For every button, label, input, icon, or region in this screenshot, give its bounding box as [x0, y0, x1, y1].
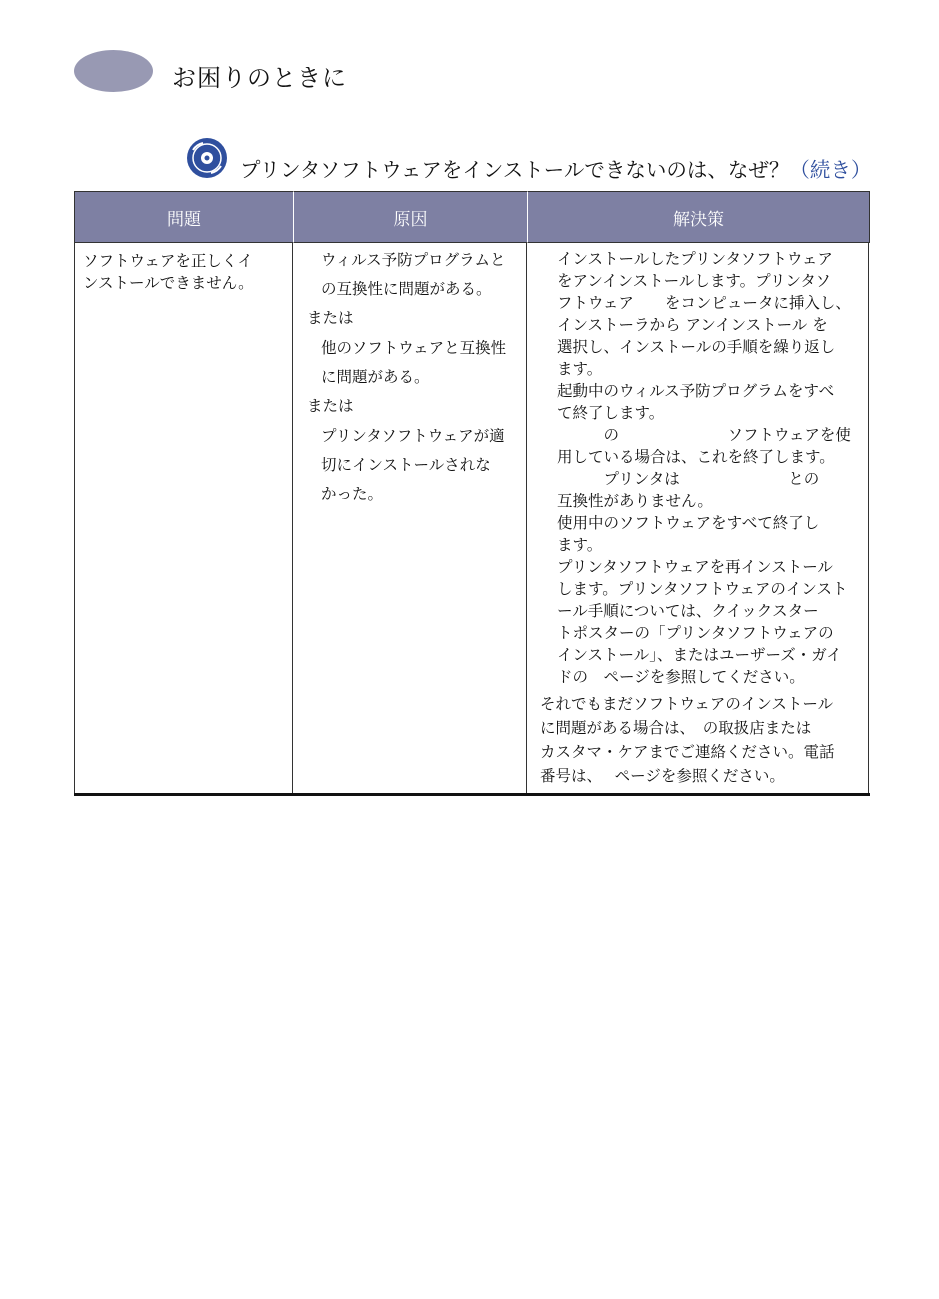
solution-line: プリンタソフトウェアを再インストール — [557, 558, 833, 576]
solution-line: フトウェア をコンピュータに挿入し、 — [557, 294, 851, 312]
header-solution: 解決策 — [527, 191, 870, 243]
solution-line: ます。 — [557, 536, 603, 554]
solution-line: 選択し、インストールの手順を繰り返し — [557, 338, 836, 356]
cause-line: 切にインストールされな — [321, 456, 491, 474]
chapter-tab — [74, 50, 153, 92]
solution-line: インストール」、またはユーザーズ・ガイ — [557, 646, 842, 664]
section-title-text: プリンタソフトウェアをインストールできないのは、なぜ？ — [240, 158, 790, 182]
solution-line: プリンタは との — [557, 470, 820, 488]
cause-line: 他のソフトウェアと互換性 — [321, 339, 507, 357]
solution-line: の ソフトウェアを使 — [557, 426, 851, 444]
closing-line: 番号は、 ページを参照ください。 — [540, 767, 785, 785]
problem-cell — [74, 242, 293, 794]
problem-line: ソフトウェアを正しくイ — [83, 252, 253, 270]
problem-text — [83, 250, 254, 294]
solution-line: インストーラから アンインストール を — [557, 316, 828, 334]
header-problem: 問題 — [74, 191, 293, 243]
cause-line: かった。 — [321, 485, 384, 503]
cause-line: ウィルス予防プログラムと — [321, 251, 506, 269]
cause-or: または — [307, 397, 354, 415]
solution-line: ます。 — [557, 360, 603, 378]
solution-cell — [526, 242, 869, 794]
table-bottom-rule — [74, 793, 870, 796]
closing-note — [540, 692, 835, 788]
solution-line: ドの ページを参照してください。 — [557, 668, 805, 686]
cd-disc-icon — [185, 136, 229, 180]
solution-line: インストールしたプリンタソフトウェア — [557, 250, 833, 268]
cause-line: に問題がある。 — [321, 368, 430, 386]
closing-line: に問題がある場合は、 の取扱店または — [540, 719, 812, 737]
cause-line: の互換性に問題がある。 — [321, 280, 492, 298]
cause-line: プリンタソフトウェアが適 — [321, 427, 505, 445]
chapter-title: お困りのときに — [172, 64, 347, 92]
section-continued: （続き） — [789, 158, 872, 182]
solution-line: 用している場合は、これを終了します。 — [557, 448, 835, 466]
header-cause: 原因 — [293, 191, 527, 243]
closing-line: カスタマ・ケアまでご連絡ください。電話 — [540, 743, 835, 761]
solution-line: 互換性がありません。 — [557, 492, 713, 510]
solution-line: て終了します。 — [557, 404, 665, 422]
solution-steps — [557, 248, 851, 688]
solution-line: ール手順については、クイックスター — [557, 602, 819, 620]
solution-line: します。プリンタソフトウェアのインスト — [557, 580, 848, 598]
problem-line: ンストールできません。 — [83, 274, 254, 292]
solution-line: 使用中のソフトウェアをすべて終了し — [557, 514, 820, 532]
troubleshooting-table — [74, 191, 870, 797]
cause-item — [321, 246, 505, 304]
solution-line: トポスターの「プリンタソフトウェアの — [557, 624, 834, 642]
section-title — [240, 153, 871, 183]
cause-cell — [292, 242, 527, 794]
closing-line: それでもまだソフトウェアのインストール — [540, 695, 834, 713]
solution-line: をアンインストールします。プリンタソ — [557, 272, 831, 290]
cause-or: または — [307, 309, 354, 327]
cause-item — [321, 334, 506, 392]
solution-line: 起動中のウィルス予防プログラムをすべ — [557, 382, 835, 400]
cause-item — [321, 422, 505, 509]
